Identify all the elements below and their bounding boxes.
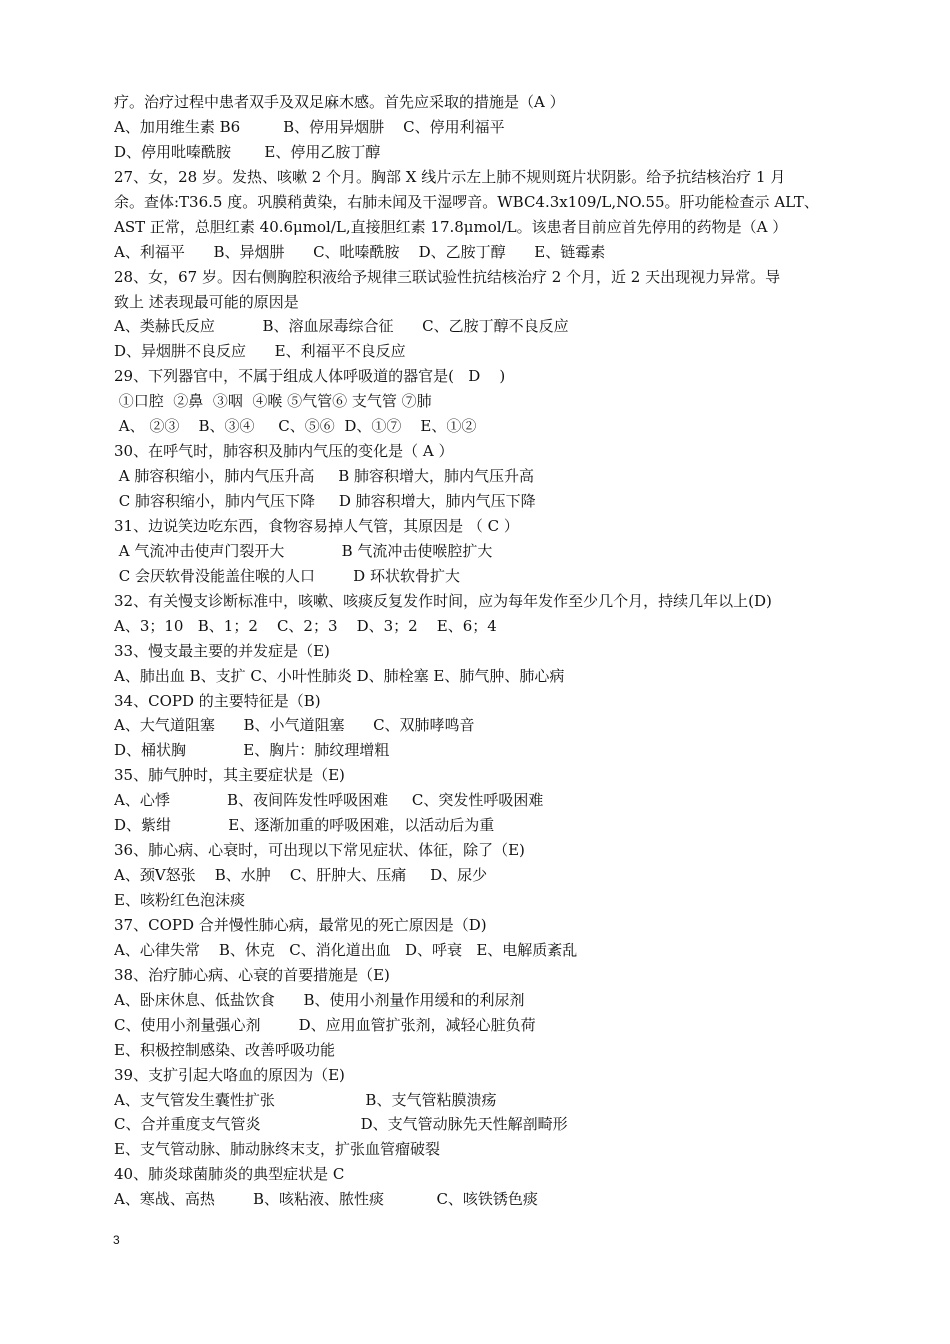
text-line: 余。查体:T36.5 度。巩膜稍黄染，右肺未闻及干湿啰音。WBC4.3x109/L,NO.55。肝功能检查示 ALT、: [114, 192, 819, 211]
text-line: 30、在呼气时，肺容积及肺内气压的变化是（ A ）: [114, 442, 454, 461]
text-line: 27、女，28 岁。发热、咳嗽 2 个月。胸部 X 线片示左上肺不规则斑片状阴影。给予抗结核治疗 1 月: [114, 167, 786, 186]
text-line: A、利福平 B、异烟肼 C、吡嗪酰胺 D、乙胺丁醇 E、链霉素: [114, 242, 606, 261]
text-line: A 气流冲击使声门裂开大 B 气流冲击使喉腔扩大: [114, 541, 493, 560]
text-line: AST 正常，总胆红素 40.6μmol/L,直接胆红素 17.8μmol/L。该患者目前应首先停用的药物是（A ）: [114, 217, 788, 236]
text-line: A、3；10 B、1；2 C、2；3 D、3；2 E、6；4: [114, 616, 497, 635]
text-line: D、紫绀 E、逐渐加重的呼吸困难，以活动后为重: [114, 816, 495, 835]
text-line: C 会厌软骨没能盖住喉的人口 D 环状软骨扩大: [114, 566, 460, 585]
text-line: 36、肺心病、心衰时，可出现以下常见症状、体征，除了（E): [114, 841, 525, 860]
text-line: A、大气道阻塞 B、小气道阻塞 C、双肺哮鸣音: [114, 716, 475, 735]
text-line: 33、慢支最主要的并发症是（E): [114, 641, 330, 660]
text-line: C、合并重度支气管炎 D、支气管动脉先天性解剖畸形: [114, 1115, 568, 1134]
text-line: A、肺出血 B、支扩 C、小叶性肺炎 D、肺栓塞 E、肺气肿、肺心病: [114, 666, 565, 685]
text-line: 35、肺气肿时，其主要症状是（E): [114, 766, 345, 785]
text-line: A、心悸 B、夜间阵发性呼吸困难 C、突发性呼吸困难: [114, 791, 544, 810]
text-line: A、支气管发生囊性扩张 B、支气管粘膜溃疡: [114, 1090, 497, 1109]
text-line: A 肺容积缩小，肺内气压升高 B 肺容积增大，肺内气压升高: [114, 467, 535, 486]
text-line: A、加用维生素 B6 B、停用异烟肼 C、停用利福平: [114, 117, 505, 136]
text-line: 31、边说笑边吃东西，食物容易掉人气管，其原因是 （ C ）: [114, 516, 519, 535]
text-line: E、咳粉红色泡沫痰: [114, 891, 245, 909]
text-line: C、使用小剂量强心剂 D、应用血管扩张剂，减轻心脏负荷: [114, 1015, 536, 1034]
text-line: 34、COPD 的主要特征是（B): [114, 691, 321, 710]
text-line: 40、肺炎球菌肺炎的典型症状是 C: [114, 1165, 345, 1184]
text-line: 39、支扩引起大咯血的原因为（E): [114, 1065, 345, 1084]
text-line: A、类赫氏反应 B、溶血尿毒综合征 C、乙胺丁醇不良反应: [114, 317, 569, 336]
text-line: A、心律失常 B、休克 C、消化道出血 D、呼衰 E、电解质紊乱: [114, 940, 578, 959]
text-line: 29、下列器官中，不属于组成人体呼吸道的器官是( D ): [114, 367, 506, 386]
text-line: D、桶状胸 E、胸片：肺纹理增粗: [114, 741, 390, 760]
text-line: D、停用吡嗪酰胺 E、停用乙胺丁醇: [114, 142, 381, 161]
text-line: ①口腔 ②鼻 ③咽 ④喉 ⑤气管⑥ 支气管 ⑦肺: [114, 392, 432, 411]
text-line: C 肺容积缩小，肺内气压下降 D 肺容积增大，肺内气压下降: [114, 492, 536, 510]
text-line: D、异烟肼不良反应 E、利福平不良反应: [114, 342, 406, 361]
question-text-block: [114, 90, 844, 1212]
text-line: 32、有关慢支诊断标准中，咳嗽、咳痰反复发作时间，应为每年发作至少几个月，持续几年以上(D): [114, 591, 772, 610]
text-line: E、积极控制感染、改善呼吸功能: [114, 1040, 335, 1059]
text-line: A、卧床休息、低盐饮食 B、使用小剂量作用缓和的利尿剂: [114, 990, 525, 1009]
text-line: 37、COPD 合并慢性肺心病，最常见的死亡原因是（D): [114, 915, 487, 934]
text-line: 疗。治疗过程中患者双手及双足麻木感。首先应采取的措施是（A ）: [114, 93, 565, 111]
page-number: 3: [113, 1233, 120, 1247]
text-line: 致上 述表现最可能的原因是: [114, 292, 299, 311]
text-line: 28、女，67 岁。因右侧胸腔积液给予规律三联试验性抗结核治疗 2 个月，近 2 天出现视力异常。导: [114, 267, 781, 286]
text-line: 38、治疗肺心病、心衰的首要措施是（E): [114, 965, 390, 984]
text-line: E、支气管动脉、肺动脉终末支，扩张血管瘤破裂: [114, 1140, 440, 1159]
text-line: A、 ②③ B、③④ C、⑤⑥ D、①⑦ E、①②: [114, 417, 477, 436]
text-line: A、寒战、高热 B、咳粘液、脓性痰 C、咳铁锈色痰: [114, 1190, 538, 1209]
text-line: A、颈Ⅴ怒张 B、水肿 C、肝肿大、压痛 D、尿少: [114, 866, 488, 885]
